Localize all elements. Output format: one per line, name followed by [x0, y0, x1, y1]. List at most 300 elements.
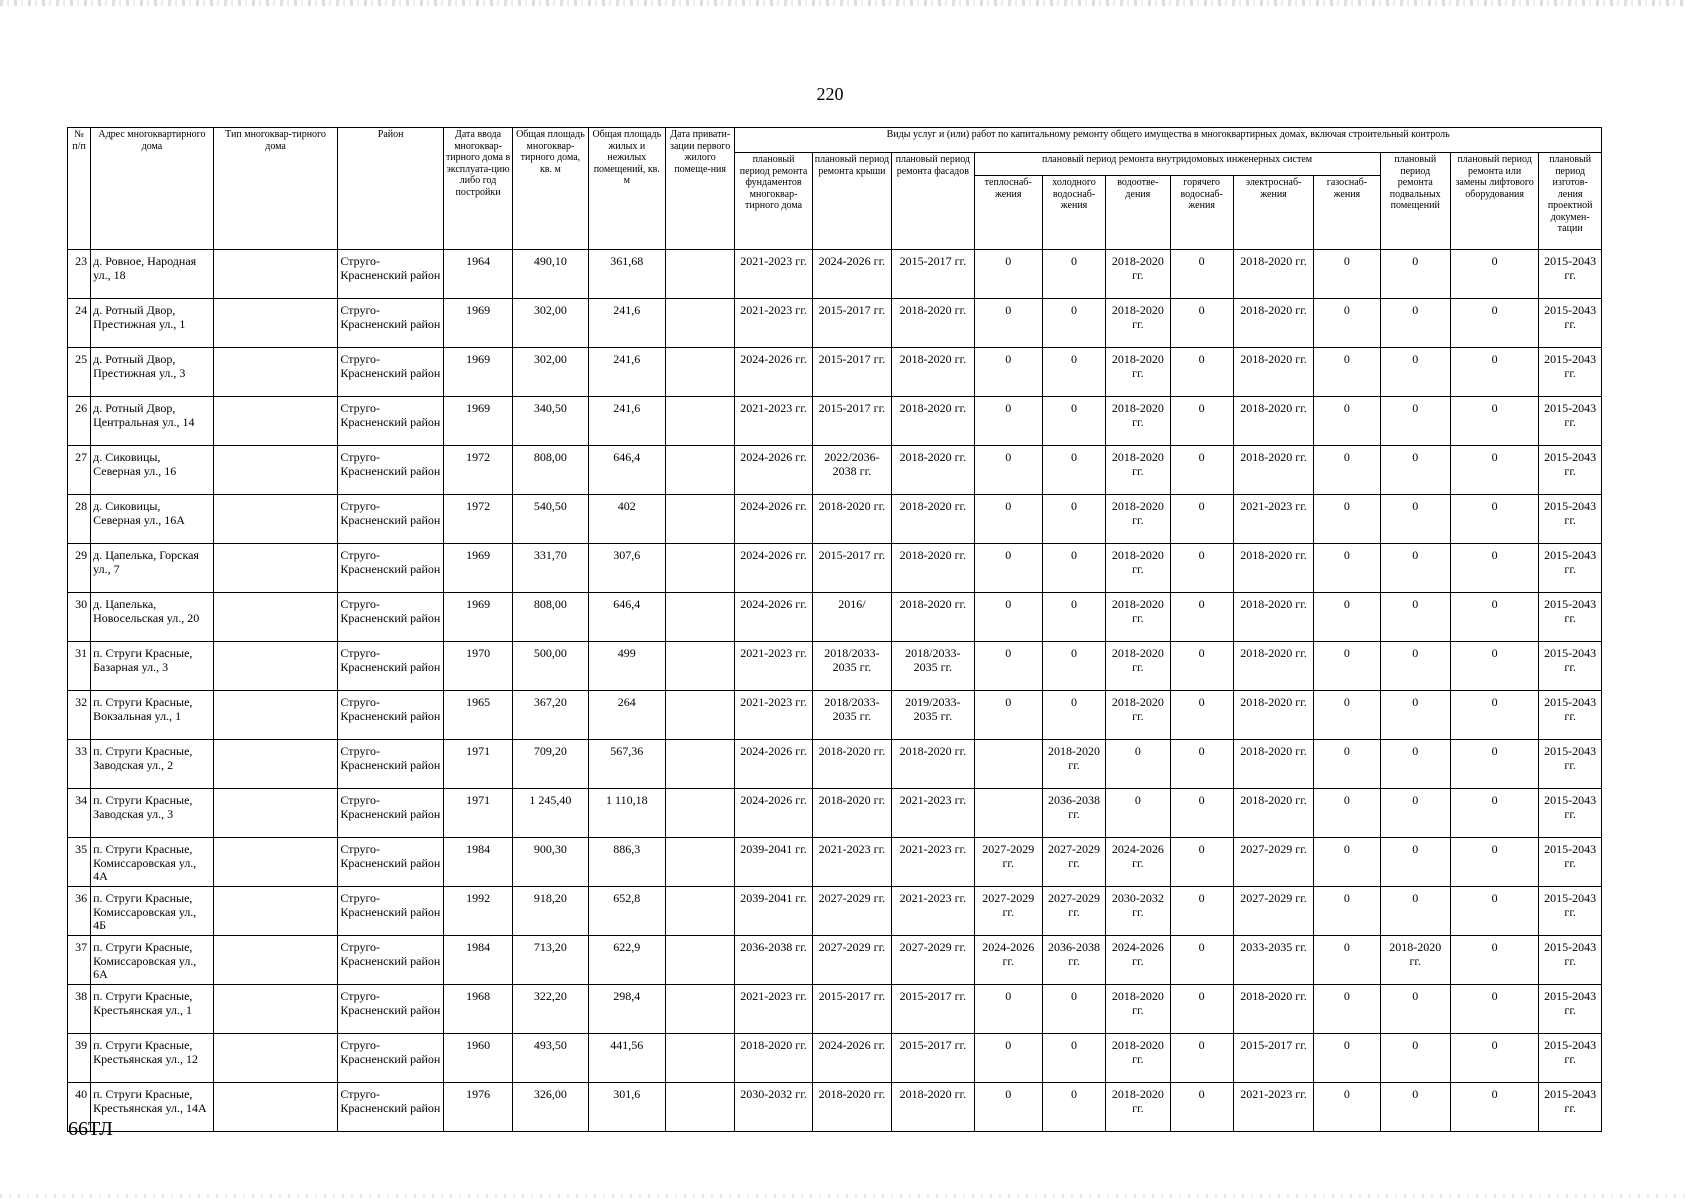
row-foundation-period: 2039-2041 гг. [735, 838, 812, 887]
row-number: 32 [68, 691, 91, 740]
row-address: д. Ротный Двор, Престижная ул., 1 [91, 299, 214, 348]
header-commission-date: Дата ввода многоквар-тирного дома в эксплуата-цию либо год постройки [443, 128, 512, 250]
row-design-docs-period: 2015-2043 гг. [1539, 740, 1602, 789]
table-row [68, 495, 1602, 544]
row-foundation-period: 2036-2038 гг. [735, 936, 812, 985]
row-number: 40 [68, 1083, 91, 1132]
row-electric-period: 2021-2023 гг. [1233, 495, 1313, 544]
header-hot-water: горячего водоснаб-жения [1170, 176, 1233, 250]
row-electric-period: 2018-2020 гг. [1233, 299, 1313, 348]
row-heat-period: 0 [974, 299, 1042, 348]
row-cold-water-period: 0 [1042, 593, 1105, 642]
row-living-area: 241,6 [588, 348, 665, 397]
row-elevator-period: 0 [1450, 593, 1538, 642]
row-heat-period: 0 [974, 495, 1042, 544]
row-privatization-date [666, 936, 735, 985]
table-row [68, 838, 1602, 887]
row-hot-water-period: 0 [1170, 691, 1233, 740]
row-heat-period: 2024-2026 гг. [974, 936, 1042, 985]
row-gas-period: 0 [1314, 299, 1380, 348]
row-living-area: 361,68 [588, 250, 665, 299]
row-heat-period: 0 [974, 985, 1042, 1034]
table-row [68, 691, 1602, 740]
table-row [68, 887, 1602, 936]
row-address: п. Струги Красные, Комиссаровская ул., 4А [91, 838, 214, 887]
header-house-type: Тип многоквар-тирного дома [213, 128, 338, 250]
row-number: 27 [68, 446, 91, 495]
row-living-area: 646,4 [588, 446, 665, 495]
row-foundation-period: 2021-2023 гг. [735, 397, 812, 446]
row-living-area: 441,56 [588, 1034, 665, 1083]
row-gas-period: 0 [1314, 446, 1380, 495]
row-total-area: 340,50 [513, 397, 588, 446]
row-foundation-period: 2039-2041 гг. [735, 887, 812, 936]
row-district: Струго-Красненский район [338, 789, 444, 838]
row-number: 36 [68, 887, 91, 936]
row-gas-period: 0 [1314, 936, 1380, 985]
row-cold-water-period: 2027-2029 гг. [1042, 887, 1105, 936]
row-foundation-period: 2024-2026 гг. [735, 593, 812, 642]
row-roof-period: 2027-2029 гг. [812, 887, 891, 936]
row-living-area: 499 [588, 642, 665, 691]
row-commission-year: 1972 [443, 446, 512, 495]
row-design-docs-period: 2015-2043 гг. [1539, 1034, 1602, 1083]
row-address: д. Сиковицы, Северная ул., 16 [91, 446, 214, 495]
row-cold-water-period: 0 [1042, 985, 1105, 1034]
row-gas-period: 0 [1314, 593, 1380, 642]
row-privatization-date [666, 1034, 735, 1083]
row-house-type [213, 887, 338, 936]
row-house-type [213, 593, 338, 642]
row-district: Струго-Красненский район [338, 348, 444, 397]
row-roof-period: 2018-2020 гг. [812, 740, 891, 789]
header-num: № п/п [68, 128, 91, 250]
row-roof-period: 2024-2026 гг. [812, 250, 891, 299]
row-total-area: 713,20 [513, 936, 588, 985]
row-gas-period: 0 [1314, 887, 1380, 936]
table-body [68, 250, 1602, 1132]
row-facade-period: 2018-2020 гг. [892, 593, 974, 642]
row-living-area: 307,6 [588, 544, 665, 593]
row-hot-water-period: 0 [1170, 789, 1233, 838]
row-gas-period: 0 [1314, 838, 1380, 887]
row-basement-period: 0 [1380, 691, 1450, 740]
header-electric: электроснаб-жения [1233, 176, 1313, 250]
table-row [68, 642, 1602, 691]
header-total-area: Общая площадь многоквар-тирного дома, кв. м [513, 128, 588, 250]
row-elevator-period: 0 [1450, 446, 1538, 495]
row-privatization-date [666, 887, 735, 936]
row-number: 34 [68, 789, 91, 838]
row-elevator-period: 0 [1450, 1083, 1538, 1132]
row-privatization-date [666, 348, 735, 397]
row-sewer-period: 2018-2020 гг. [1106, 691, 1170, 740]
row-address: п. Струги Красные, Комиссаровская ул., 6А [91, 936, 214, 985]
header-services-group: Виды услуг и (или) работ по капитальному ремонту общего имущества в многоквартирных домах, включая строительный контроль [735, 128, 1602, 153]
row-total-area: 918,20 [513, 887, 588, 936]
row-house-type [213, 495, 338, 544]
row-gas-period: 0 [1314, 250, 1380, 299]
row-privatization-date [666, 250, 735, 299]
row-address: д. Ротный Двор, Престижная ул., 3 [91, 348, 214, 397]
row-electric-period: 2018-2020 гг. [1233, 446, 1313, 495]
row-address: д. Сиковицы, Северная ул., 16А [91, 495, 214, 544]
row-roof-period: 2015-2017 гг. [812, 544, 891, 593]
row-design-docs-period: 2015-2043 гг. [1539, 789, 1602, 838]
row-hot-water-period: 0 [1170, 250, 1233, 299]
row-hot-water-period: 0 [1170, 446, 1233, 495]
row-address: п. Струги Красные, Крестьянская ул., 12 [91, 1034, 214, 1083]
row-design-docs-period: 2015-2043 гг. [1539, 397, 1602, 446]
row-privatization-date [666, 495, 735, 544]
table-row [68, 250, 1602, 299]
row-roof-period: 2021-2023 гг. [812, 838, 891, 887]
row-address: п. Струги Красные, Базарная ул., 3 [91, 642, 214, 691]
row-privatization-date [666, 642, 735, 691]
row-facade-period: 2018-2020 гг. [892, 397, 974, 446]
row-basement-period: 0 [1380, 593, 1450, 642]
row-elevator-period: 0 [1450, 838, 1538, 887]
row-sewer-period: 2024-2026 гг. [1106, 936, 1170, 985]
row-total-area: 500,00 [513, 642, 588, 691]
row-district: Струго-Красненский район [338, 740, 444, 789]
row-privatization-date [666, 397, 735, 446]
row-living-area: 1 110,18 [588, 789, 665, 838]
row-elevator-period: 0 [1450, 348, 1538, 397]
row-number: 35 [68, 838, 91, 887]
row-design-docs-period: 2015-2043 гг. [1539, 446, 1602, 495]
row-roof-period: 2015-2017 гг. [812, 397, 891, 446]
row-sewer-period: 2030-2032 гг. [1106, 887, 1170, 936]
row-commission-year: 1970 [443, 642, 512, 691]
row-number: 28 [68, 495, 91, 544]
row-hot-water-period: 0 [1170, 1083, 1233, 1132]
row-facade-period: 2018-2020 гг. [892, 348, 974, 397]
row-facade-period: 2018-2020 гг. [892, 299, 974, 348]
row-design-docs-period: 2015-2043 гг. [1539, 348, 1602, 397]
row-number: 37 [68, 936, 91, 985]
row-cold-water-period: 0 [1042, 642, 1105, 691]
row-house-type [213, 789, 338, 838]
row-living-area: 241,6 [588, 299, 665, 348]
row-cold-water-period: 0 [1042, 544, 1105, 593]
row-heat-period: 2027-2029 гг. [974, 838, 1042, 887]
row-elevator-period: 0 [1450, 740, 1538, 789]
header-basement: плановый период ремонта подвальных помещений [1380, 153, 1450, 250]
row-address: д. Цапелька, Горская ул., 7 [91, 544, 214, 593]
row-hot-water-period: 0 [1170, 299, 1233, 348]
row-basement-period: 0 [1380, 397, 1450, 446]
row-total-area: 326,00 [513, 1083, 588, 1132]
row-facade-period: 2018-2020 гг. [892, 544, 974, 593]
table-row [68, 397, 1602, 446]
row-gas-period: 0 [1314, 495, 1380, 544]
row-number: 38 [68, 985, 91, 1034]
row-basement-period: 0 [1380, 985, 1450, 1034]
row-privatization-date [666, 1083, 735, 1132]
row-commission-year: 1971 [443, 789, 512, 838]
row-foundation-period: 2030-2032 гг. [735, 1083, 812, 1132]
row-living-area: 301,6 [588, 1083, 665, 1132]
row-commission-year: 1960 [443, 1034, 512, 1083]
row-cold-water-period: 2036-2038 гг. [1042, 789, 1105, 838]
row-electric-period: 2018-2020 гг. [1233, 985, 1313, 1034]
row-sewer-period: 2018-2020 гг. [1106, 985, 1170, 1034]
row-district: Струго-Красненский район [338, 985, 444, 1034]
row-elevator-period: 0 [1450, 299, 1538, 348]
row-district: Струго-Красненский район [338, 446, 444, 495]
row-district: Струго-Красненский район [338, 299, 444, 348]
row-basement-period: 0 [1380, 887, 1450, 936]
row-heat-period: 0 [974, 1083, 1042, 1132]
row-elevator-period: 0 [1450, 544, 1538, 593]
row-elevator-period: 0 [1450, 642, 1538, 691]
header-address: Адрес многоквартирного дома [91, 128, 214, 250]
row-gas-period: 0 [1314, 348, 1380, 397]
row-commission-year: 1968 [443, 985, 512, 1034]
table-row [68, 1083, 1602, 1132]
row-district: Струго-Красненский район [338, 642, 444, 691]
row-privatization-date [666, 299, 735, 348]
row-electric-period: 2018-2020 гг. [1233, 593, 1313, 642]
header-privatization-date: Дата привати-зации первого жилого помеще-ния [666, 128, 735, 250]
table-row [68, 936, 1602, 985]
row-number: 23 [68, 250, 91, 299]
row-gas-period: 0 [1314, 1034, 1380, 1083]
row-facade-period: 2018-2020 гг. [892, 740, 974, 789]
row-electric-period: 2015-2017 гг. [1233, 1034, 1313, 1083]
row-district: Струго-Красненский район [338, 691, 444, 740]
row-facade-period: 2021-2023 гг. [892, 887, 974, 936]
row-foundation-period: 2021-2023 гг. [735, 642, 812, 691]
row-elevator-period: 0 [1450, 250, 1538, 299]
row-electric-period: 2018-2020 гг. [1233, 544, 1313, 593]
row-total-area: 302,00 [513, 299, 588, 348]
header-sewer: водоотве-дения [1106, 176, 1170, 250]
row-electric-period: 2018-2020 гг. [1233, 250, 1313, 299]
row-living-area: 264 [588, 691, 665, 740]
row-facade-period: 2018-2020 гг. [892, 446, 974, 495]
row-foundation-period: 2024-2026 гг. [735, 348, 812, 397]
row-total-area: 367,20 [513, 691, 588, 740]
table-row [68, 593, 1602, 642]
row-foundation-period: 2021-2023 гг. [735, 299, 812, 348]
row-heat-period: 0 [974, 691, 1042, 740]
row-cold-water-period: 0 [1042, 348, 1105, 397]
header-foundation: плановый период ремонта фундаментов многоквар-тирного дома [735, 153, 812, 250]
row-house-type [213, 544, 338, 593]
scan-noise-top [0, 0, 1686, 6]
header-cold-water: холодного водоснаб-жения [1042, 176, 1105, 250]
row-district: Струго-Красненский район [338, 593, 444, 642]
row-total-area: 302,00 [513, 348, 588, 397]
row-heat-period: 0 [974, 446, 1042, 495]
table-row [68, 740, 1602, 789]
row-basement-period: 0 [1380, 1034, 1450, 1083]
row-sewer-period: 2018-2020 гг. [1106, 1083, 1170, 1132]
row-address: п. Струги Красные, Крестьянская ул., 1 [91, 985, 214, 1034]
row-cold-water-period: 2027-2029 гг. [1042, 838, 1105, 887]
row-gas-period: 0 [1314, 740, 1380, 789]
row-cold-water-period: 0 [1042, 1083, 1105, 1132]
row-cold-water-period: 2036-2038 гг. [1042, 936, 1105, 985]
row-cold-water-period: 0 [1042, 691, 1105, 740]
table-row [68, 985, 1602, 1034]
row-address: п. Струги Красные, Комиссаровская ул., 4Б [91, 887, 214, 936]
row-total-area: 540,50 [513, 495, 588, 544]
row-heat-period: 0 [974, 593, 1042, 642]
row-sewer-period: 2018-2020 гг. [1106, 299, 1170, 348]
row-electric-period: 2021-2023 гг. [1233, 1083, 1313, 1132]
row-gas-period: 0 [1314, 691, 1380, 740]
row-basement-period: 0 [1380, 1083, 1450, 1132]
row-facade-period: 2015-2017 гг. [892, 1034, 974, 1083]
row-number: 24 [68, 299, 91, 348]
row-hot-water-period: 0 [1170, 348, 1233, 397]
row-district: Струго-Красненский район [338, 544, 444, 593]
row-privatization-date [666, 691, 735, 740]
row-hot-water-period: 0 [1170, 593, 1233, 642]
row-living-area: 622,9 [588, 936, 665, 985]
row-sewer-period: 2018-2020 гг. [1106, 397, 1170, 446]
row-hot-water-period: 0 [1170, 985, 1233, 1034]
row-living-area: 402 [588, 495, 665, 544]
row-house-type [213, 985, 338, 1034]
row-sewer-period: 0 [1106, 789, 1170, 838]
row-basement-period: 0 [1380, 299, 1450, 348]
header-elevator: плановый период ремонта или замены лифтового оборудования [1450, 153, 1538, 250]
row-heat-period: 0 [974, 1034, 1042, 1083]
row-address: п. Струги Красные, Крестьянская ул., 14А [91, 1083, 214, 1132]
row-roof-period: 2016/ [812, 593, 891, 642]
row-house-type [213, 1083, 338, 1132]
row-house-type [213, 838, 338, 887]
header-design-docs: плановый период изготов-ления проектной докумен-тации [1539, 153, 1602, 250]
row-design-docs-period: 2015-2043 гг. [1539, 691, 1602, 740]
row-elevator-period: 0 [1450, 887, 1538, 936]
row-district: Струго-Красненский район [338, 1083, 444, 1132]
row-facade-period: 2015-2017 гг. [892, 985, 974, 1034]
header-living-area: Общая площадь жилых и нежилых помещений, кв. м [588, 128, 665, 250]
row-commission-year: 1969 [443, 299, 512, 348]
row-commission-year: 1965 [443, 691, 512, 740]
row-living-area: 646,4 [588, 593, 665, 642]
row-heat-period: 0 [974, 642, 1042, 691]
row-electric-period: 2018-2020 гг. [1233, 789, 1313, 838]
row-facade-period: 2018-2020 гг. [892, 495, 974, 544]
row-total-area: 808,00 [513, 446, 588, 495]
row-commission-year: 1984 [443, 838, 512, 887]
row-gas-period: 0 [1314, 1083, 1380, 1132]
footer-code: 66ТЛ [68, 1118, 113, 1140]
row-total-area: 900,30 [513, 838, 588, 887]
row-basement-period: 0 [1380, 250, 1450, 299]
row-facade-period: 2019/2033-2035 гг. [892, 691, 974, 740]
row-gas-period: 0 [1314, 544, 1380, 593]
row-address: д. Ротный Двор, Центральная ул., 14 [91, 397, 214, 446]
row-heat-period: 0 [974, 250, 1042, 299]
row-basement-period: 0 [1380, 495, 1450, 544]
row-house-type [213, 397, 338, 446]
row-facade-period: 2018/2033-2035 гг. [892, 642, 974, 691]
row-heat-period: 0 [974, 348, 1042, 397]
row-sewer-period: 2018-2020 гг. [1106, 446, 1170, 495]
row-cold-water-period: 0 [1042, 299, 1105, 348]
table-row [68, 299, 1602, 348]
row-elevator-period: 0 [1450, 1034, 1538, 1083]
header-district: Район [338, 128, 444, 250]
table-header [68, 128, 1602, 250]
row-electric-period: 2018-2020 гг. [1233, 642, 1313, 691]
row-gas-period: 0 [1314, 789, 1380, 838]
row-cold-water-period: 0 [1042, 495, 1105, 544]
row-address: п. Струги Красные, Заводская ул., 3 [91, 789, 214, 838]
row-total-area: 709,20 [513, 740, 588, 789]
row-commission-year: 1969 [443, 593, 512, 642]
header-roof: плановый период ремонта крыши [812, 153, 891, 250]
row-basement-period: 0 [1380, 348, 1450, 397]
row-basement-period: 0 [1380, 446, 1450, 495]
scan-noise-bottom [0, 1194, 1686, 1198]
page-number: 220 [816, 84, 844, 104]
row-sewer-period: 2018-2020 гг. [1106, 642, 1170, 691]
row-district: Струго-Красненский район [338, 936, 444, 985]
row-hot-water-period: 0 [1170, 936, 1233, 985]
row-cold-water-period: 0 [1042, 250, 1105, 299]
row-hot-water-period: 0 [1170, 495, 1233, 544]
row-roof-period: 2027-2029 гг. [812, 936, 891, 985]
row-roof-period: 2018-2020 гг. [812, 495, 891, 544]
row-sewer-period: 2018-2020 гг. [1106, 1034, 1170, 1083]
row-total-area: 493,50 [513, 1034, 588, 1083]
row-commission-year: 1976 [443, 1083, 512, 1132]
row-design-docs-period: 2015-2043 гг. [1539, 1083, 1602, 1132]
table-row [68, 348, 1602, 397]
row-hot-water-period: 0 [1170, 740, 1233, 789]
row-roof-period: 2015-2017 гг. [812, 985, 891, 1034]
row-cold-water-period: 0 [1042, 1034, 1105, 1083]
row-commission-year: 1992 [443, 887, 512, 936]
table-row [68, 446, 1602, 495]
row-facade-period: 2021-2023 гг. [892, 789, 974, 838]
row-hot-water-period: 0 [1170, 887, 1233, 936]
row-house-type [213, 348, 338, 397]
row-number: 30 [68, 593, 91, 642]
row-foundation-period: 2021-2023 гг. [735, 250, 812, 299]
row-sewer-period: 2018-2020 гг. [1106, 250, 1170, 299]
row-heat-period [974, 789, 1042, 838]
row-hot-water-period: 0 [1170, 838, 1233, 887]
row-roof-period: 2015-2017 гг. [812, 348, 891, 397]
row-foundation-period: 2021-2023 гг. [735, 691, 812, 740]
row-living-area: 652,8 [588, 887, 665, 936]
row-hot-water-period: 0 [1170, 642, 1233, 691]
row-district: Струго-Красненский район [338, 495, 444, 544]
row-elevator-period: 0 [1450, 397, 1538, 446]
header-facade: плановый период ремонта фасадов [892, 153, 974, 250]
row-house-type [213, 446, 338, 495]
row-commission-year: 1969 [443, 397, 512, 446]
row-elevator-period: 0 [1450, 936, 1538, 985]
row-roof-period: 2015-2017 гг. [812, 299, 891, 348]
row-privatization-date [666, 544, 735, 593]
row-roof-period: 2022/2036-2038 гг. [812, 446, 891, 495]
row-design-docs-period: 2015-2043 гг. [1539, 838, 1602, 887]
capital-repair-table [67, 127, 1602, 1132]
row-total-area: 808,00 [513, 593, 588, 642]
row-district: Струго-Красненский район [338, 397, 444, 446]
row-design-docs-period: 2015-2043 гг. [1539, 299, 1602, 348]
